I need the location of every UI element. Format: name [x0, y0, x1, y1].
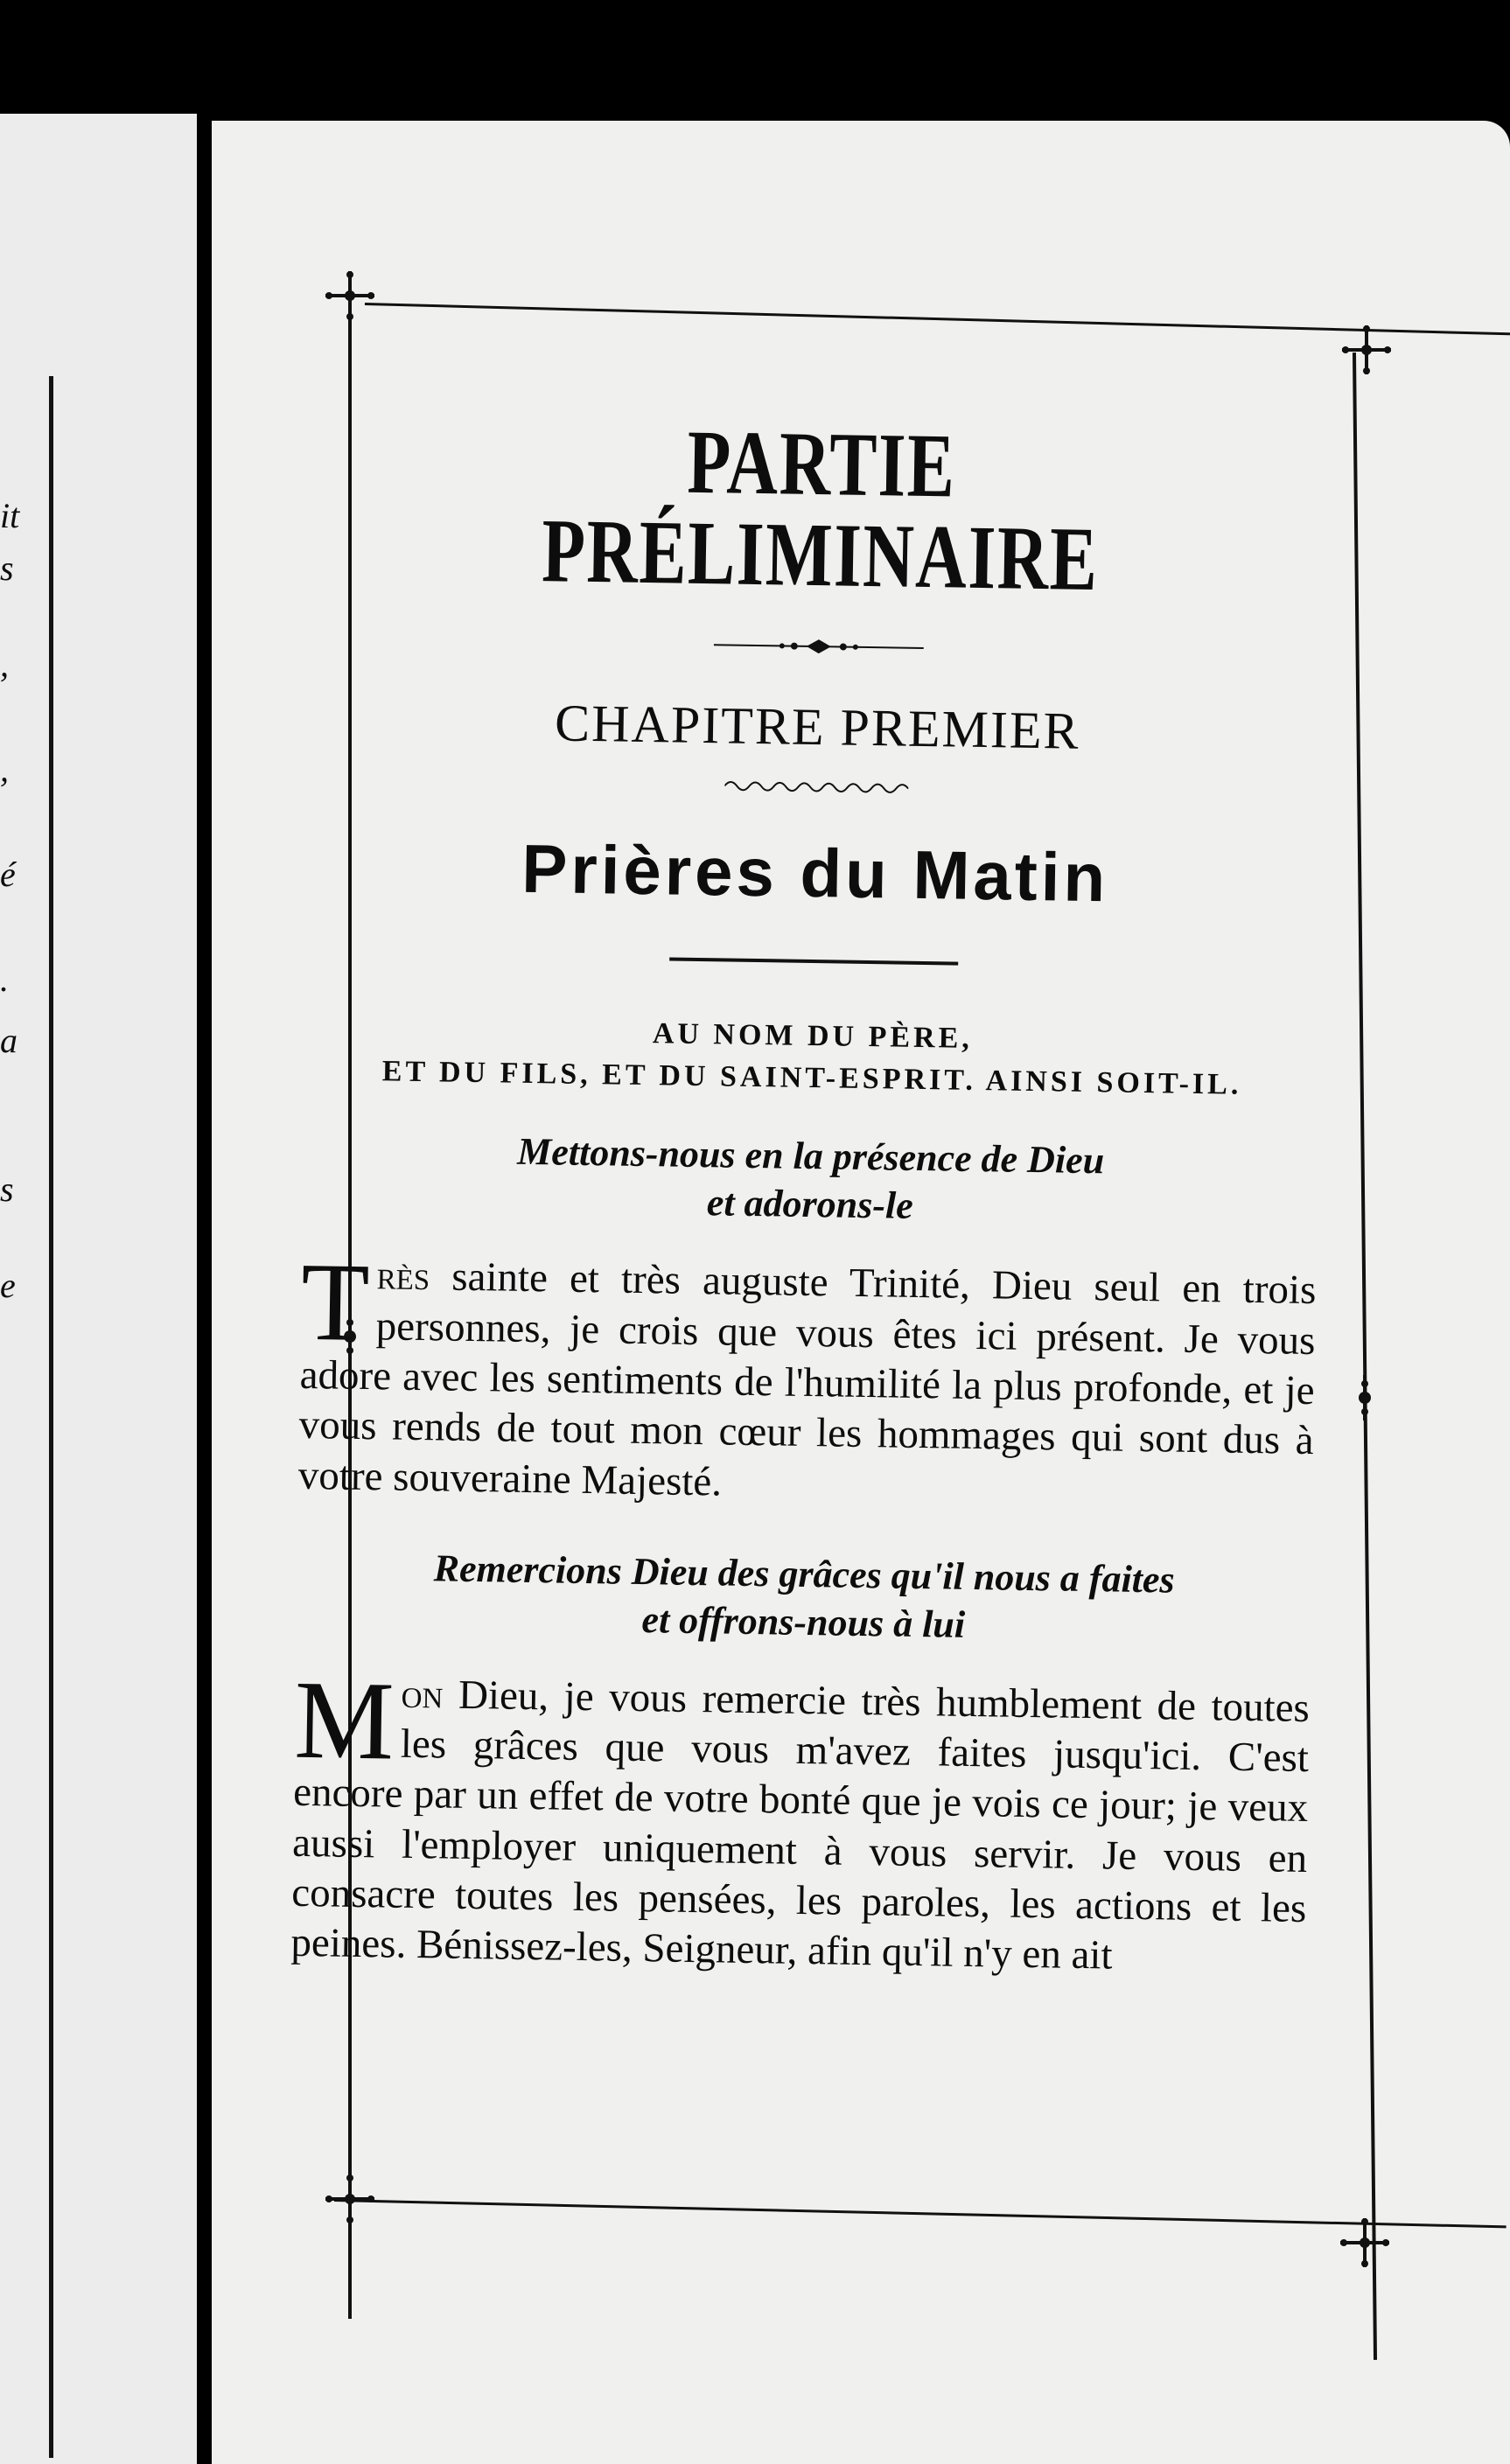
frame-top-line	[365, 303, 1510, 337]
title-underline	[669, 957, 958, 965]
first-word-rest: rès	[376, 1253, 430, 1300]
wavy-divider-icon	[724, 778, 908, 796]
first-word-rest: on	[401, 1671, 444, 1718]
fragment: e	[0, 1266, 16, 1305]
invocation	[304, 1008, 1320, 1106]
chapter-heading: CHAPITRE PREMIER	[554, 694, 1081, 760]
page-text	[290, 411, 1330, 2026]
fragment: ,	[0, 645, 9, 684]
fragment: s	[0, 1169, 14, 1209]
drop-cap: M	[293, 1657, 395, 1783]
paragraph-body: Dieu, je vous remercie très humblement de toutes les grâces que vous m'avez faites jusqu'ici. C'est encore par un effet de votre bonté que je vois ce jour; je veux aussi l'employer uniquement à vous servir. Je vous en consacre toutes les pensées, les paroles, les actions et les peines. Bénissez-les, Seigneur, afin qu'il n'y en ait	[290, 1672, 1311, 1979]
part-title: PARTIE PRÉLIMINAIRE	[541, 411, 1100, 611]
section-heading-line: Remercions Dieu des grâces qu'il nous a faites	[433, 1546, 1176, 1602]
section-heading	[296, 1542, 1312, 1654]
previous-page-border	[49, 376, 53, 2458]
title-ornament-rule-icon	[714, 634, 924, 659]
corner-cross-ornament-icon	[324, 269, 376, 322]
paragraph	[290, 1657, 1311, 1985]
fragment: it	[0, 496, 20, 535]
paragraph	[297, 1239, 1317, 1517]
drop-cap: T	[299, 1239, 371, 1365]
fragment: ,	[0, 750, 9, 789]
section-heading-line: Mettons-nous en la présence de Dieu	[516, 1129, 1105, 1183]
fragment: é	[0, 855, 16, 894]
side-ornament-icon	[1339, 1372, 1391, 1424]
frame-bottom-line	[334, 2199, 1507, 2228]
section-heading-line: et adorons-le	[706, 1181, 914, 1228]
section-heading-line: et offrons-nous à lui	[641, 1597, 966, 1646]
invocation-line: ET DU FILS, ET DU SAINT-ESPRIT. AINSI SOIT-IL.	[381, 1054, 1242, 1101]
prayer-title: Prières du Matin	[521, 829, 1109, 917]
fragment: s	[0, 548, 14, 588]
fragment: a	[0, 1021, 17, 1060]
frame-right-line	[1353, 352, 1377, 2360]
previous-page-edge	[0, 114, 197, 2464]
corner-cross-ornament-icon	[324, 2173, 376, 2225]
section-heading	[302, 1124, 1318, 1236]
invocation-line: AU NOM DU PÈRE,	[652, 1017, 974, 1055]
fragment: .	[0, 960, 9, 999]
corner-cross-ornament-icon	[1340, 324, 1393, 376]
corner-cross-ornament-icon	[1339, 2216, 1391, 2269]
paragraph-body: sainte et très auguste Trinité, Dieu seul en trois personnes, je crois que vous êtes ici présent. Je vous adore avec les sentiments de l'humilité la plus profonde, et je vous rends de tout mon cœur les hommages qui sont dus à votre souveraine Majesté.	[297, 1253, 1317, 1504]
